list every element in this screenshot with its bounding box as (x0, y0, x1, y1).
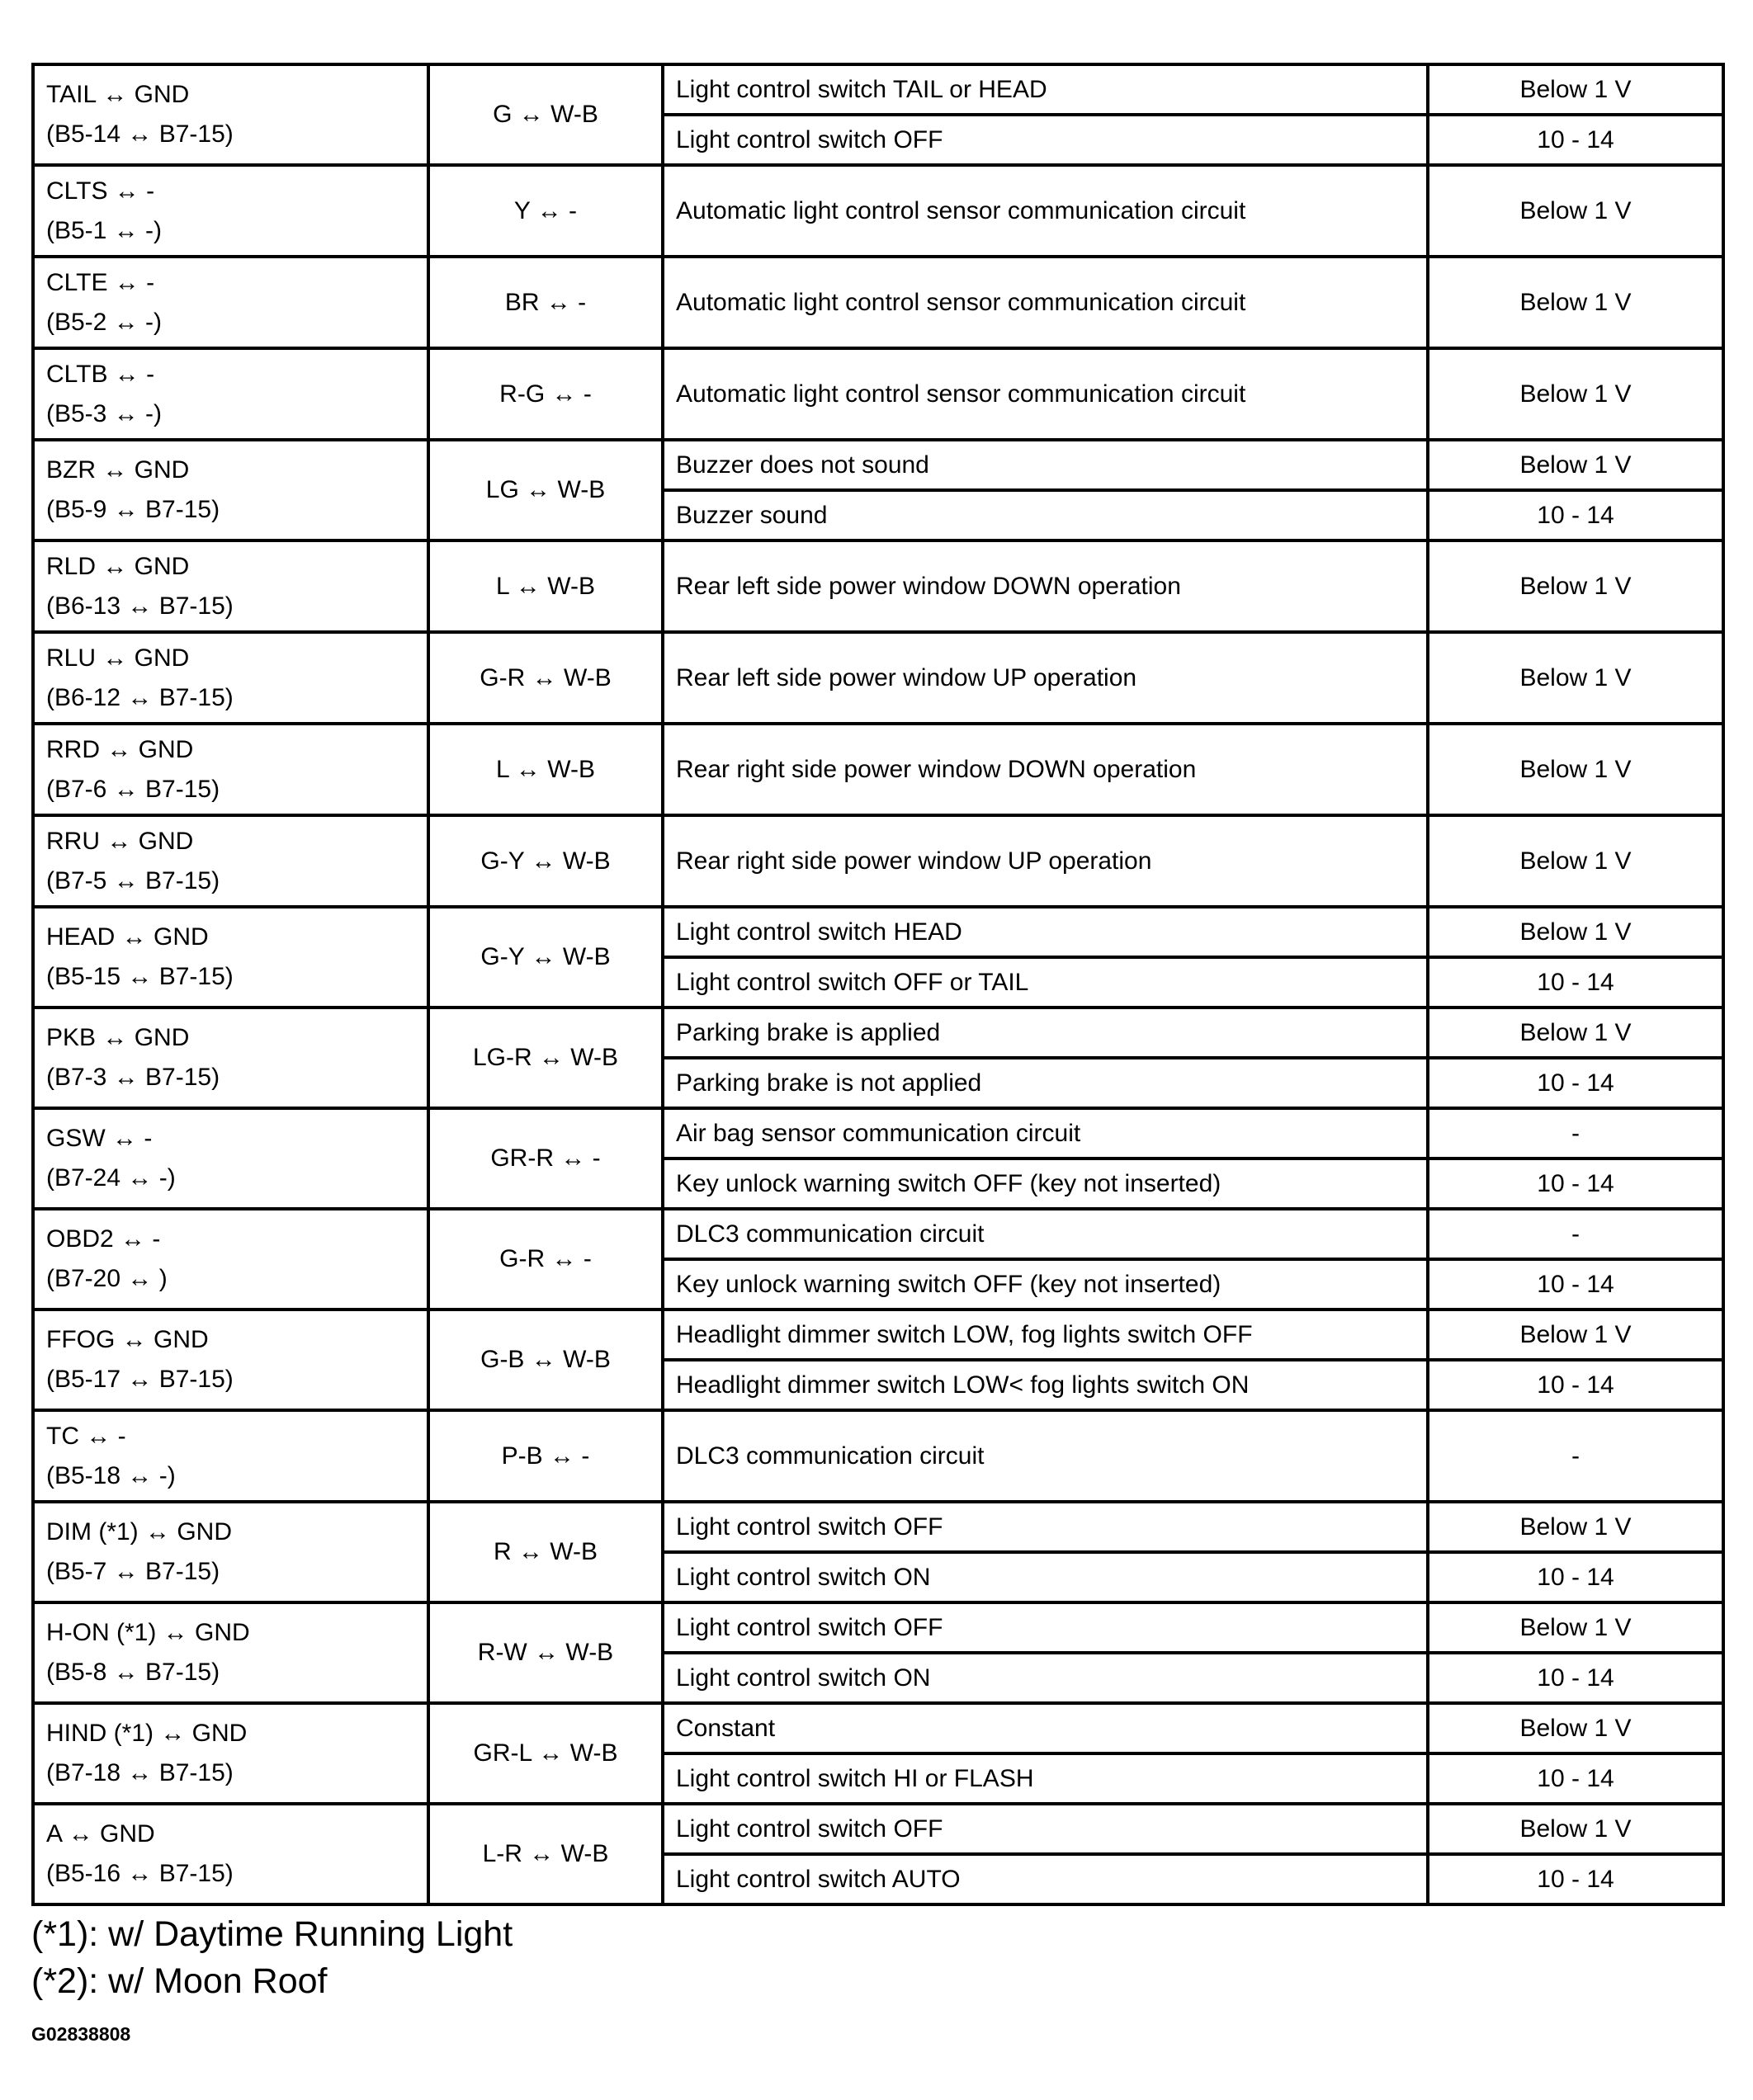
terminal-cell (33, 1602, 428, 1703)
condition-cell: Headlight dimmer switch LOW, fog lights switch OFF (663, 1310, 1428, 1360)
specified-condition-cell: - (1428, 1108, 1723, 1159)
terminal-pins: (B5-16 ↔ B7-15) (46, 1860, 234, 1887)
condition-cell: Light control switch ON (663, 1552, 1428, 1602)
condition-cell: Buzzer does not sound (663, 440, 1428, 490)
terminal-cell (33, 348, 428, 440)
condition-cell: Light control switch OFF (663, 1804, 1428, 1854)
specified-condition-cell: 10 - 14 (1428, 957, 1723, 1008)
terminal-pins: (B5-14 ↔ B7-15) (46, 120, 234, 148)
footnote-moon-roof: (*2): w/ Moon Roof (31, 1961, 328, 2001)
terminal-cell (33, 907, 428, 1008)
condition-cell: Key unlock warning switch OFF (key not inserted) (663, 1159, 1428, 1209)
table-row (33, 815, 1723, 907)
condition-cell: Light control switch OFF or TAIL (663, 957, 1428, 1008)
terminal-cell (33, 540, 428, 632)
wire-color-cell: Y ↔ - (428, 165, 663, 257)
condition-cell: Light control switch HEAD (663, 907, 1428, 957)
terminal-name: HEAD ↔ GND (46, 923, 209, 951)
table-row (33, 1008, 1723, 1058)
specified-condition-cell: - (1428, 1209, 1723, 1259)
table-row (33, 1502, 1723, 1552)
condition-cell: Light control switch TAIL or HEAD (663, 64, 1428, 115)
terminal-cell (33, 165, 428, 257)
specified-condition-cell: Below 1 V (1428, 348, 1723, 440)
terminal-name: GSW ↔ - (46, 1125, 153, 1152)
terminal-pins: (B5-3 ↔ -) (46, 399, 163, 427)
footnote-daytime-running-light: (*1): w/ Daytime Running Light (31, 1914, 513, 1954)
terminal-cell (33, 724, 428, 815)
terminal-pins: (B7-18 ↔ B7-15) (46, 1759, 234, 1786)
specified-condition-cell: Below 1 V (1428, 1008, 1723, 1058)
wire-color-cell: GR-R ↔ - (428, 1108, 663, 1209)
terminal-name: DIM (*1) ↔ GND (46, 1518, 232, 1546)
wire-color-cell: G ↔ W-B (428, 64, 663, 165)
table-row (33, 1310, 1723, 1360)
condition-cell: Air bag sensor communication circuit (663, 1108, 1428, 1159)
terminal-name: A ↔ GND (46, 1820, 155, 1848)
specified-condition-cell: Below 1 V (1428, 1310, 1723, 1360)
figure-id: G02838808 (31, 2023, 131, 2045)
terminal-pins: (B7-5 ↔ B7-15) (46, 866, 220, 894)
condition-cell: Light control switch ON (663, 1653, 1428, 1703)
condition-cell: Key unlock warning switch OFF (key not inserted) (663, 1259, 1428, 1310)
condition-cell: Parking brake is not applied (663, 1058, 1428, 1108)
wire-color-cell: LG-R ↔ W-B (428, 1008, 663, 1108)
table-row (33, 724, 1723, 815)
specified-condition-cell: 10 - 14 (1428, 1552, 1723, 1602)
specified-condition-cell: 10 - 14 (1428, 1058, 1723, 1108)
table-row (33, 1602, 1723, 1653)
table-row (33, 64, 1723, 115)
terminal-name: H-ON (*1) ↔ GND (46, 1619, 250, 1646)
specified-condition-cell: Below 1 V (1428, 1703, 1723, 1753)
terminal-name: CLTB ↔ - (46, 360, 155, 388)
condition-cell: Parking brake is applied (663, 1008, 1428, 1058)
wire-color-cell: G-Y ↔ W-B (428, 815, 663, 907)
wire-color-cell: G-R ↔ - (428, 1209, 663, 1310)
terminal-pins: (B5-1 ↔ -) (46, 216, 163, 244)
terminal-pins: (B5-7 ↔ B7-15) (46, 1558, 220, 1585)
terminal-pins: (B5-9 ↔ B7-15) (46, 496, 220, 523)
terminal-pins: (B5-18 ↔ -) (46, 1461, 176, 1489)
specified-condition-cell: 10 - 14 (1428, 1753, 1723, 1804)
condition-cell: Automatic light control sensor communication circuit (663, 165, 1428, 257)
table-row (33, 632, 1723, 724)
table-row (33, 1804, 1723, 1854)
condition-cell: Rear right side power window DOWN operation (663, 724, 1428, 815)
terminal-pins: (B5-17 ↔ B7-15) (46, 1366, 234, 1393)
terminal-spec-table-body (33, 64, 1723, 1904)
terminal-pins: (B6-13 ↔ B7-15) (46, 592, 234, 620)
wire-color-cell: R-W ↔ W-B (428, 1602, 663, 1703)
condition-cell: Light control switch OFF (663, 115, 1428, 165)
wire-color-cell: G-B ↔ W-B (428, 1310, 663, 1410)
condition-cell: Automatic light control sensor communication circuit (663, 257, 1428, 348)
specified-condition-cell: 10 - 14 (1428, 1259, 1723, 1310)
terminal-name: RLU ↔ GND (46, 644, 190, 672)
table-row (33, 540, 1723, 632)
specified-condition-cell: Below 1 V (1428, 1602, 1723, 1653)
table-row (33, 257, 1723, 348)
specified-condition-cell: Below 1 V (1428, 165, 1723, 257)
condition-cell: Headlight dimmer switch LOW< fog lights switch ON (663, 1360, 1428, 1410)
terminal-name: RRU ↔ GND (46, 827, 194, 855)
terminal-cell (33, 815, 428, 907)
specified-condition-cell: 10 - 14 (1428, 1360, 1723, 1410)
specified-condition-cell: Below 1 V (1428, 907, 1723, 957)
terminal-cell (33, 1108, 428, 1209)
terminal-name: CLTE ↔ - (46, 268, 155, 296)
terminal-name: RRD ↔ GND (46, 735, 194, 763)
terminal-pins: (B7-6 ↔ B7-15) (46, 775, 220, 803)
terminal-cell (33, 64, 428, 165)
specified-condition-cell: Below 1 V (1428, 64, 1723, 115)
table-row (33, 1410, 1723, 1502)
condition-cell: Automatic light control sensor communication circuit (663, 348, 1428, 440)
specified-condition-cell: 10 - 14 (1428, 490, 1723, 540)
specified-condition-cell: 10 - 14 (1428, 1653, 1723, 1703)
condition-cell: Constant (663, 1703, 1428, 1753)
specified-condition-cell: 10 - 14 (1428, 1159, 1723, 1209)
terminal-cell (33, 1310, 428, 1410)
wire-color-cell: R ↔ W-B (428, 1502, 663, 1602)
table-row (33, 1209, 1723, 1259)
wire-color-cell: L-R ↔ W-B (428, 1804, 663, 1904)
condition-cell: DLC3 communication circuit (663, 1410, 1428, 1502)
terminal-pins: (B6-12 ↔ B7-15) (46, 683, 234, 711)
condition-cell: Rear left side power window UP operation (663, 632, 1428, 724)
terminal-cell (33, 1502, 428, 1602)
specified-condition-cell: 10 - 14 (1428, 1854, 1723, 1904)
condition-cell: DLC3 communication circuit (663, 1209, 1428, 1259)
condition-cell: Light control switch AUTO (663, 1854, 1428, 1904)
terminal-pins: (B5-8 ↔ B7-15) (46, 1659, 220, 1686)
wire-color-cell: GR-L ↔ W-B (428, 1703, 663, 1804)
terminal-name: PKB ↔ GND (46, 1024, 190, 1051)
terminal-pins: (B5-15 ↔ B7-15) (46, 963, 234, 990)
terminal-cell (33, 1804, 428, 1904)
terminal-pins: (B7-20 ↔ ) (46, 1265, 168, 1292)
wire-color-cell: L ↔ W-B (428, 724, 663, 815)
wire-color-cell: P-B ↔ - (428, 1410, 663, 1502)
footnotes (31, 1911, 513, 2005)
terminal-cell (33, 1703, 428, 1804)
specified-condition-cell: Below 1 V (1428, 724, 1723, 815)
terminal-name: HIND (*1) ↔ GND (46, 1720, 248, 1747)
terminal-name: BZR ↔ GND (46, 456, 190, 484)
specified-condition-cell: Below 1 V (1428, 815, 1723, 907)
terminal-cell (33, 1008, 428, 1108)
table-row (33, 1703, 1723, 1753)
wire-color-cell: R-G ↔ - (428, 348, 663, 440)
terminal-spec-table (31, 63, 1725, 1906)
specified-condition-cell: Below 1 V (1428, 257, 1723, 348)
condition-cell: Rear right side power window UP operation (663, 815, 1428, 907)
specified-condition-cell: - (1428, 1410, 1723, 1502)
wire-color-cell: LG ↔ W-B (428, 440, 663, 540)
terminal-cell (33, 1410, 428, 1502)
specified-condition-cell: 10 - 14 (1428, 115, 1723, 165)
terminal-name: CLTS ↔ - (46, 177, 155, 205)
specified-condition-cell: Below 1 V (1428, 440, 1723, 490)
terminal-name: TC ↔ - (46, 1422, 126, 1450)
terminal-cell (33, 632, 428, 724)
terminal-name: OBD2 ↔ - (46, 1225, 161, 1253)
specified-condition-cell: Below 1 V (1428, 632, 1723, 724)
specified-condition-cell: Below 1 V (1428, 540, 1723, 632)
terminal-name: TAIL ↔ GND (46, 81, 190, 108)
condition-cell: Light control switch OFF (663, 1502, 1428, 1552)
terminal-name: RLD ↔ GND (46, 552, 190, 580)
table-row (33, 165, 1723, 257)
terminal-pins: (B7-3 ↔ B7-15) (46, 1064, 220, 1091)
terminal-cell (33, 1209, 428, 1310)
wire-color-cell: BR ↔ - (428, 257, 663, 348)
specified-condition-cell: Below 1 V (1428, 1502, 1723, 1552)
wire-color-cell: G-R ↔ W-B (428, 632, 663, 724)
wire-color-cell: G-Y ↔ W-B (428, 907, 663, 1008)
terminal-cell (33, 257, 428, 348)
terminal-pins: (B7-24 ↔ -) (46, 1164, 176, 1192)
condition-cell: Buzzer sound (663, 490, 1428, 540)
terminal-pins: (B5-2 ↔ -) (46, 308, 163, 336)
condition-cell: Light control switch OFF (663, 1602, 1428, 1653)
terminal-cell (33, 440, 428, 540)
table-row (33, 1108, 1723, 1159)
wire-color-cell: L ↔ W-B (428, 540, 663, 632)
table-row (33, 440, 1723, 490)
specified-condition-cell: Below 1 V (1428, 1804, 1723, 1854)
condition-cell: Rear left side power window DOWN operation (663, 540, 1428, 632)
table-row (33, 907, 1723, 957)
condition-cell: Light control switch HI or FLASH (663, 1753, 1428, 1804)
terminal-name: FFOG ↔ GND (46, 1326, 209, 1353)
table-row (33, 348, 1723, 440)
